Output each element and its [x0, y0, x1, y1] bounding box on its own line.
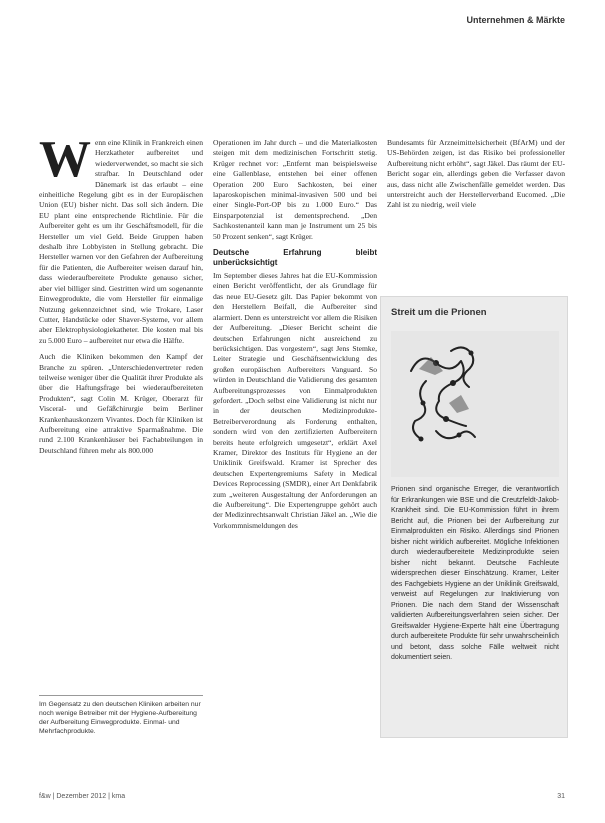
drop-cap: W [39, 131, 91, 188]
prion-structure-illustration [391, 331, 559, 477]
sidebar-box [380, 296, 568, 738]
article-paragraph [39, 131, 203, 346]
box-text: Prionen sind organische Erreger, die verantwortlich für Erkrankungen wie BSE und die Creutzfeldt-Jakob-Krankheit sind. Die EU-Kommission führt in ihrem Bericht auf, die Prionen bei der Aufbereitung zur Einmalprodukten ein Risiko. Allerdings sind Prionen bisher nicht wirklich aufbereitet. Mögliche Infektionen durch wiederaufbereitete Medizinprodukte seien bisher nicht bekannt. Deutsche Fachleute widersprechen dieser Einschätzung. Kramer, Leiter des Fachgebiets Hygiene an der Uniklinik Greifswald, verweist auf Regelungen zur Inaktivierung von Prionen. Die nach dem Stand der Wissenschaft validierten Aufbereitungsverfahren seien sicher. Der Greifswalder Hygiene-Experte hält eine Übertragung durch aufbereitete Produkte für sehr unwahrscheinlich und betont, dass solche Fälle weltweit nicht dokumentiert seien. [391, 486, 559, 661]
prion-image [391, 331, 559, 477]
article-column-3 [387, 138, 565, 217]
box-title: Streit um die Prionen [391, 307, 487, 318]
article-subheading: Deutsche Erfahrung bleibt unberücksichtigt [213, 248, 377, 268]
article-paragraph: Auch die Kliniken bekommen den Kampf der Branche zu spüren. „Unterschiedenvertreter reden teilweise weniger über die Qualität ihrer Produkte als über die Haftungsfrage bei wiederaufbereiteten Produkten“, sagt Colin M. Krüger, Oberarzt für Visceral- und Gefäßchirurgie beim Berliner Krankenhauskonzern Vivantes. Doch für Kliniken ist Aufbereitung eine attraktive Sparmaßnahme. Die rund 2.100 Krankenhäuser bei Fachabteilungen in Deutschland führen mehr als 800.000 [39, 352, 203, 455]
page-number: 31 [557, 793, 565, 800]
article-column-2 [213, 138, 377, 537]
article-paragraph: Operationen im Jahr durch – und die Materialkosten steigen mit dem medizinischen Fortschritt stetig. Krüger rechnet vor: „Entfernt man beispielsweise eine Gallenblase, entstehen bei einer offenen Operation 200 Euro Sachkosten, bei einer laparoskopischen minimal-invasiven 500 und bei einer Single-Port-OP bis zu 1.000 Euro.“ Das Einsparpotenzial ist dementsprechend. „Den Sachkostenanteil kann man je Instrument um 25 bis 50 Prozent senken“, sagt Krüger. [213, 138, 377, 241]
article-column-1 [39, 131, 203, 462]
article-paragraph: Im September dieses Jahres hat die EU-Kommission einen Bericht veröffentlicht, der als Grundlage für das neue EU-Gesetz gilt. Das Papier bekommt von den Herstellern Beifall, die Aufbereiter sind alarmiert. Denn es unterstreicht vor allem die Risiken der Aufbereitung. „Dieser Bericht scheint die deutschen Erfahrungen nicht ausreichend zu berücksichtigen. Das vorgestern“, sagt Jens Stemke, Leiter Strategie und Geschäftsentwicklung des großen europäischen Aufbereiters Vanguard. So würden in Deutschland die Validierung des gesamten Aufbereitungsprozesses von Einmalprodukten gefordert. „Doch selbst eine Validierung ist nicht nur in der deutschen Medizinprodukte-Betreiberverordnung als Forderung enthalten, sondern wird von den zertifizierten Aufbereitern bereits heute erfolgreich umgesetzt“, erklärt Axel Kramer, Direktor des Instituts für Hygiene an der Uniklinik Greifswald. Kramer ist Sprecher des deutschen Expertengremiums Safety in Medical Devices Reprocessing (SMDR), einer Art Denkfabrik zum „weiteren Ausgestaltung der Anforderungen an die Aufbereitung“. Die Expertengruppe gehört auch der Medizinrechtsanwalt Christian Jäkel an. „Wie die Vorkommnismeldungen des [213, 271, 377, 530]
photo-caption: Im Gegensatz zu den deutschen Kliniken arbeiten nur noch wenige Betreiber mit der Hygiene-Aufbereitung der Aufbereitung Einwegprodukte. Einmal- und Mehrfachprodukte. [39, 695, 203, 736]
article-text: enn eine Klinik in Frankreich einen Herzkatheter aufbereitet und wiederverwendet, so macht sie sich strafbar. In Deutschland oder Dänemark ist das erlaubt – eine einheitliche Regelung gibt es in der Europäischen Union (EU) bisher nicht. Das soll sich ändern. Die EU plant eine entsprechende Richtlinie. Für die Aufbereiter geht es um ihr Geschäftsmodell, für die Hersteller um viel Geld. Beide Gruppen haben deshalb ihre Lobbyisten in Stellung gebracht. Die Hersteller warnen vor den Gefahren der Aufbereitung für die Patienten, die Aufbereiter weisen darauf hin, dass wiederaufbereitete Produkte genauso sicher, aber viel billiger sind. Gestritten wird um sogenannte Einwegprodukte, die vom Hersteller für einmalige Nutzung gekennzeichnet sind, wie Trokare, Laser Cutter, Handstücke oder Shaver-Systeme, vor allem aber Elektrophysiologiekatheter. Die kosten mal bis zu 5.000 Euro – aufbereitet nur etwa die Hälfte. [39, 138, 203, 345]
section-header: Unternehmen & Märkte [466, 15, 565, 25]
page-footer-left: f&w | Dezember 2012 | kma [39, 793, 126, 800]
article-paragraph: Bundesamts für Arzneimittelsicherheit (BfArM) und der US-Behörden zeigen, ist das Risiko bei professioneller Aufbereitung nicht erhöht“, sagt Jäkel. Das räumt der EU-Bericht sogar ein, allerdings geben die Verfasser davon aus, dass nicht alle Zwischenfälle gemeldet werden. Das unterstreicht auch der Herstellerverband Eucomed. „Die Zahl ist zu niedrig, weil viele [387, 138, 565, 210]
